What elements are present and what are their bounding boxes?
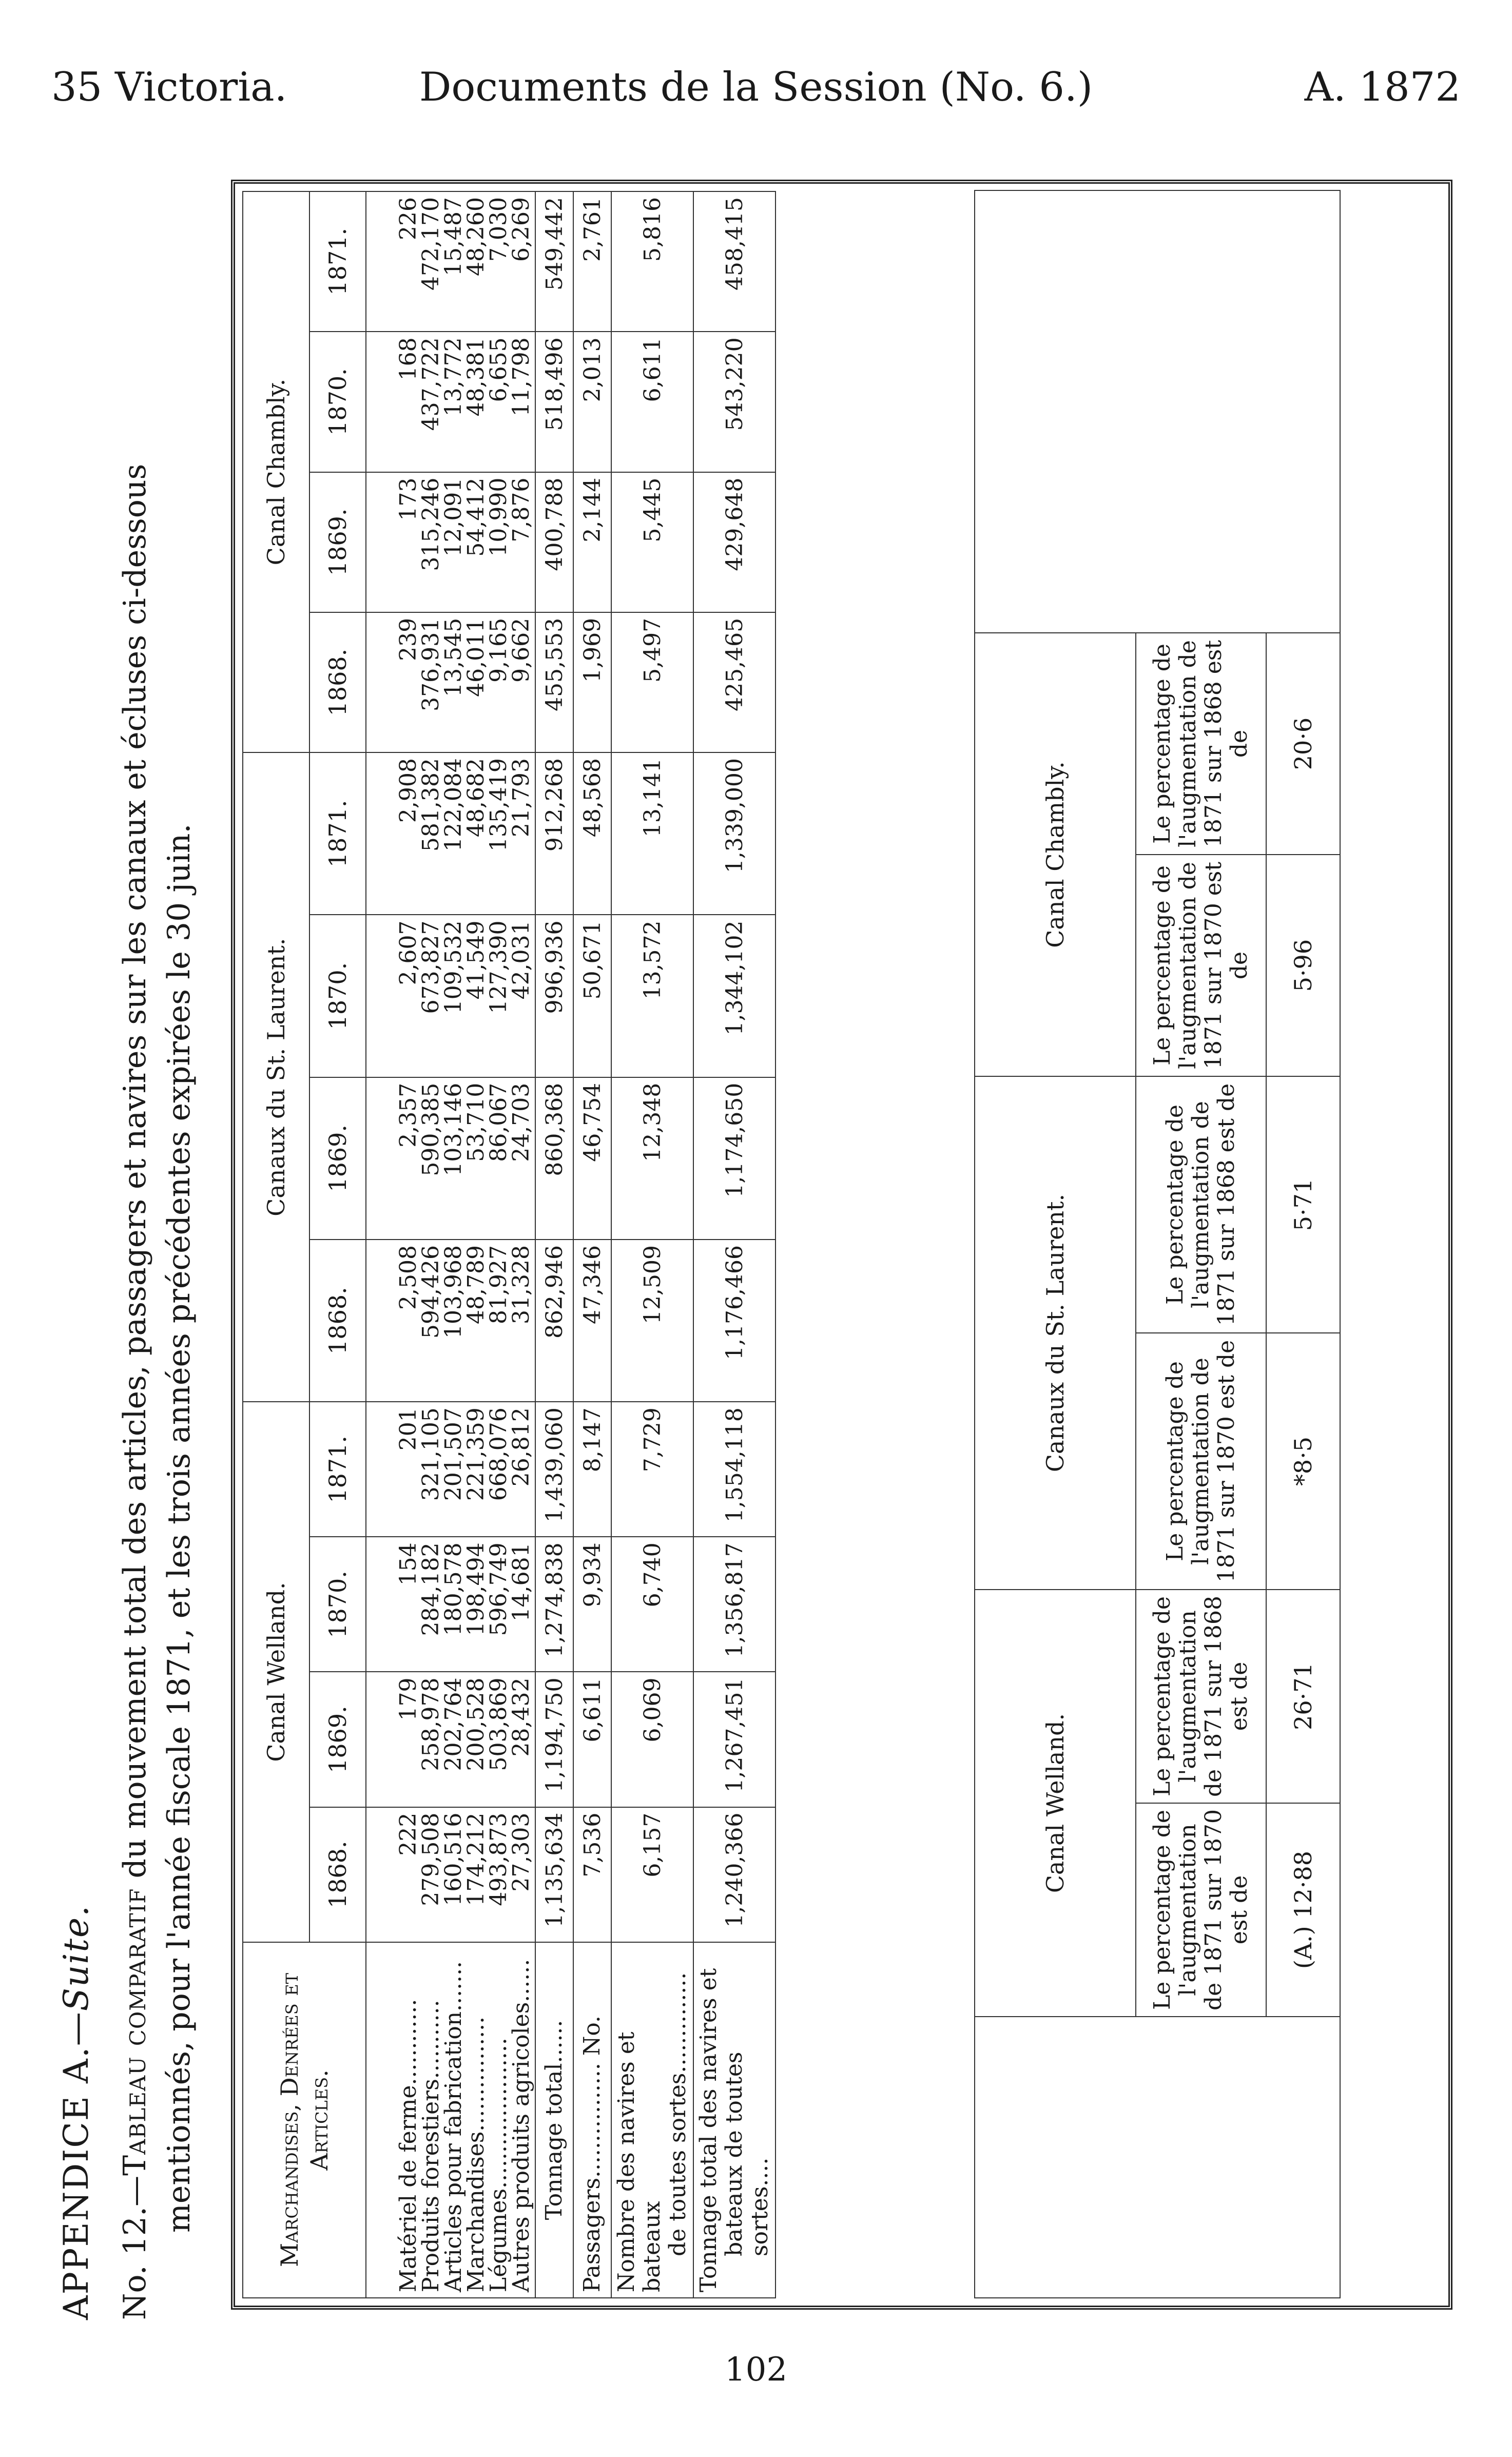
cell: 315,246: [418, 477, 444, 571]
cell: 180,578: [440, 1542, 467, 1636]
cell: 26,812: [508, 1407, 534, 1487]
cell: 6,069: [611, 1672, 693, 1807]
cell: 437,722: [418, 337, 444, 431]
header-title: Documents de la Session (No. 6.): [419, 64, 1093, 110]
cell: 2,508: [395, 1245, 421, 1310]
year-header: 1869.: [309, 1077, 366, 1240]
cell: 1,969: [573, 612, 611, 752]
cell: 27,303: [508, 1812, 534, 1892]
pct-label-1868: Le percentage de l'augmentation de 1871 sur 1868 est de: [1136, 1076, 1266, 1333]
tonnage-navires-row: [693, 191, 776, 2298]
cell: 596,749: [486, 1542, 512, 1636]
goods-label: Légumes.....................: [486, 2038, 512, 2292]
page-number: 102: [724, 2351, 788, 2389]
cell: 154: [395, 1542, 421, 1586]
cell: 15,487: [440, 197, 467, 276]
goods-column: [366, 1537, 535, 1672]
table-title-line1: du mouvement total des articles, passagers et navires sur les canaux et écluses ci-dessous: [117, 463, 153, 1888]
header-session: 35 Victoria.: [51, 64, 287, 110]
cell: 668,076: [486, 1407, 512, 1501]
cell: 160,516: [440, 1812, 467, 1906]
cell: 6,611: [611, 332, 693, 472]
tonnage-total-label: Tonnage total......: [535, 1942, 573, 2298]
table-title: [113, 164, 201, 2320]
cell: 594,426: [418, 1245, 444, 1339]
year-header: 1868.: [309, 1807, 366, 1942]
cell: 46,011: [463, 617, 489, 697]
percentage-table: [974, 190, 1341, 2298]
cell: 201: [395, 1407, 421, 1451]
cell: 21,793: [508, 758, 534, 838]
cell: 590,385: [418, 1082, 444, 1176]
cell: 321,105: [418, 1407, 444, 1501]
cell: 996,936: [535, 915, 573, 1077]
goods-label: Autres produits agricoles......: [508, 1959, 534, 2292]
cell: 53,710: [463, 1082, 489, 1162]
rotated-page-content: [56, 154, 1463, 2320]
cell: 1,240,366: [693, 1807, 776, 1942]
goods-rows: [366, 191, 535, 2298]
cell: 5,445: [611, 472, 693, 612]
cell: 202,764: [440, 1677, 467, 1771]
cell: 168: [395, 337, 421, 381]
cell: 48,381: [463, 337, 489, 417]
cell: 2,013: [573, 332, 611, 472]
goods-label: Matériel de ferme............: [395, 1999, 421, 2292]
appendix-heading: [56, 1905, 96, 2320]
cell: 400,788: [535, 472, 573, 612]
cell: 135,419: [486, 758, 512, 852]
cell: 543,220: [693, 332, 776, 472]
cell: 200,528: [463, 1677, 489, 1771]
pct-canal-row: [975, 190, 1136, 2298]
cell: 2,357: [395, 1082, 421, 1148]
cell: 174,212: [463, 1812, 489, 1906]
cell: 8,147: [573, 1402, 611, 1537]
pct-blank-cell: [975, 2017, 1340, 2298]
title-block: [56, 154, 226, 2320]
cell: 1,344,102: [693, 915, 776, 1077]
cell: 2,144: [573, 472, 611, 612]
pct-label-1868: Le percentage de l'augmentation de 1871 sur 1868 est de: [1136, 633, 1266, 855]
goods-column: [366, 1402, 535, 1537]
cell: 6,269: [508, 197, 534, 262]
year-header: 1869.: [309, 472, 366, 612]
cell: 2,761: [573, 191, 611, 332]
tonnage-navires-label-line2: bateaux de toutes sortes....: [721, 2052, 773, 2256]
pct-value: 20·6: [1266, 633, 1340, 855]
table-number: No. 12.—: [117, 2175, 153, 2320]
cell: 258,978: [418, 1677, 444, 1771]
pct-label-1870: Le percentage de l'augmentation de 1871 sur 1870 est de: [1136, 1333, 1266, 1590]
goods-labels: [366, 1942, 535, 2298]
goods-column: [366, 191, 535, 332]
cell: 179: [395, 1677, 421, 1721]
cell: 673,827: [418, 920, 444, 1014]
cell: 7,536: [573, 1807, 611, 1942]
year-header: 1870.: [309, 915, 366, 1077]
pct-label-1870: Le percentage de l'augmentation de 1871 sur 1870 est de: [1136, 855, 1266, 1076]
cell: 1,274,838: [535, 1537, 573, 1672]
goods-column: [366, 1807, 535, 1942]
year-header: 1868.: [309, 612, 366, 752]
goods-column: [366, 1672, 535, 1807]
cell: 1,439,060: [535, 1402, 573, 1537]
goods-label: Articles pour fabrication.......: [440, 1961, 467, 2292]
cell: 518,496: [535, 332, 573, 472]
page-header: [46, 59, 1466, 115]
tonnage-navires-label: [693, 1942, 776, 2298]
cell: 48,789: [463, 1245, 489, 1324]
cell: 6,655: [486, 337, 512, 402]
cell: 11,798: [508, 337, 534, 417]
pct-blank-cell: [975, 190, 1340, 633]
goods-label: Produits forestiers...........: [418, 2000, 444, 2292]
cell: 1,339,000: [693, 752, 776, 915]
cell: 1,356,817: [693, 1537, 776, 1672]
year-header: 1871.: [309, 1402, 366, 1537]
goods-column: [366, 1240, 535, 1402]
cell: 5,497: [611, 612, 693, 752]
cell: 7,876: [508, 477, 534, 543]
navires-row: [611, 191, 693, 2298]
pct-canal-chambly: Canal Chambly.: [975, 633, 1136, 1076]
pct-label-1870: Le percentage de l'augmentation de 1871 sur 1870 est de: [1136, 1803, 1266, 2017]
cell: 46,754: [573, 1077, 611, 1240]
cell: 9,934: [573, 1537, 611, 1672]
goods-column: [366, 752, 535, 915]
cell: 284,182: [418, 1542, 444, 1636]
cell: 13,772: [440, 337, 467, 417]
cell: 2,607: [395, 920, 421, 985]
cell: 7,729: [611, 1402, 693, 1537]
cell: 221,359: [463, 1407, 489, 1501]
cell: 13,545: [440, 617, 467, 697]
cell: 493,873: [486, 1812, 512, 1906]
cell: 429,648: [693, 472, 776, 612]
header-year: A. 1872: [1304, 64, 1461, 110]
cell: 912,268: [535, 752, 573, 915]
cell: 6,157: [611, 1807, 693, 1942]
goods-column: [366, 915, 535, 1077]
year-header: 1871.: [309, 752, 366, 915]
pct-canal-stlaurent: Canaux du St. Laurent.: [975, 1076, 1136, 1590]
pct-value: 5·71: [1266, 1076, 1340, 1333]
cell: 6,740: [611, 1537, 693, 1672]
cell: 9,165: [486, 617, 512, 683]
cell: 122,084: [440, 758, 467, 852]
cell: 6,611: [573, 1672, 611, 1807]
passagers-row: [573, 191, 611, 2298]
cell: 12,509: [611, 1240, 693, 1402]
year-header: 1870.: [309, 1537, 366, 1672]
cell: 1,135,634: [535, 1807, 573, 1942]
cell: 1,174,650: [693, 1077, 776, 1240]
canal-welland-header: Canal Welland.: [243, 1402, 309, 1942]
cell: 12,091: [440, 477, 467, 557]
navires-label-line1: Nombre des navires et bateaux: [613, 2032, 665, 2292]
cell: 47,346: [573, 1240, 611, 1402]
cell: 50,671: [573, 915, 611, 1077]
cell: 173: [395, 477, 421, 521]
cell: 54,412: [463, 477, 489, 557]
cell: 458,415: [693, 191, 776, 332]
cell: 48,682: [463, 758, 489, 838]
navires-label: [611, 1942, 693, 2298]
pct-value: 26·71: [1266, 1590, 1340, 1803]
cell: 1,267,451: [693, 1672, 776, 1807]
cell: 503,869: [486, 1677, 512, 1771]
cell: 198,494: [463, 1542, 489, 1636]
canal-header-row: [243, 191, 309, 2298]
goods-column: [366, 612, 535, 752]
navires-label-line2: de toutes sortes..............: [665, 1972, 691, 2256]
cell: 1,176,466: [693, 1240, 776, 1402]
pct-label-1868: Le percentage de l'augmentation de 1871 sur 1868 est de: [1136, 1590, 1266, 1803]
cell: 5,816: [611, 191, 693, 332]
cell: 376,931: [418, 617, 444, 711]
cell: 425,465: [693, 612, 776, 752]
cell: 12,348: [611, 1077, 693, 1240]
cell: 86,067: [486, 1082, 512, 1162]
table-title-line2: mentionnés, pour l'année fiscale 1871, et les trois années précédentes expirées le 30 juin.: [161, 823, 197, 2233]
table-title-smallcaps: Tableau comparatif: [117, 1888, 153, 2176]
cell: 31,328: [508, 1245, 534, 1324]
cell: 81,927: [486, 1245, 512, 1324]
cell: 472,170: [418, 197, 444, 291]
passagers-label: Passagers................ No.: [573, 1942, 611, 2298]
cell: 28,432: [508, 1677, 534, 1757]
cell: 109,532: [440, 920, 467, 1014]
cell: 48,260: [463, 197, 489, 276]
goods-label: Marchandises................: [463, 2016, 489, 2292]
cell: 7,030: [486, 197, 512, 262]
year-header: 1871.: [309, 191, 366, 332]
cell: 24,703: [508, 1082, 534, 1162]
pct-value: 5·96: [1266, 855, 1340, 1076]
appendix-label: APPENDICE A.—: [56, 2011, 96, 2320]
cell: 42,031: [508, 920, 534, 1000]
cell: 862,946: [535, 1240, 573, 1402]
pct-value: *8·5: [1266, 1333, 1340, 1590]
year-header: 1869.: [309, 1672, 366, 1807]
cell: 549,442: [535, 191, 573, 332]
cell: 581,382: [418, 758, 444, 852]
cell: 226: [395, 197, 421, 240]
cell: 860,368: [535, 1077, 573, 1240]
cell: 14,681: [508, 1542, 534, 1622]
comparative-table: [242, 191, 776, 2298]
cell: 13,141: [611, 752, 693, 915]
cell: 10,990: [486, 477, 512, 557]
goods-column: [366, 472, 535, 612]
cell: 239: [395, 617, 421, 661]
table-frame: [231, 180, 1452, 2310]
goods-column: [366, 332, 535, 472]
cell: 201,507: [440, 1407, 467, 1501]
appendix-suite: Suite.: [56, 1904, 96, 2011]
cell: 103,968: [440, 1245, 467, 1339]
canal-chambly-header: Canal Chambly.: [243, 191, 309, 752]
cell: 222: [395, 1812, 421, 1856]
year-header: 1870.: [309, 332, 366, 472]
cell: 13,572: [611, 915, 693, 1077]
cell: 9,662: [508, 617, 534, 683]
tonnage-total-row: [535, 191, 573, 2298]
cell: 48,568: [573, 752, 611, 915]
pct-value: (A.) 12·88: [1266, 1803, 1340, 2017]
cell: 2,908: [395, 758, 421, 823]
year-header: 1868.: [309, 1240, 366, 1402]
cell: 103,146: [440, 1082, 467, 1176]
pct-canal-welland: Canal Welland.: [975, 1590, 1136, 2017]
cell: 1,554,118: [693, 1402, 776, 1537]
tonnage-navires-label-line1: Tonnage total des navires et: [695, 1968, 722, 2292]
cell: 127,390: [486, 920, 512, 1014]
cell: 1,194,750: [535, 1672, 573, 1807]
goods-column: [366, 1077, 535, 1240]
cell: 41,549: [463, 920, 489, 1000]
row-header: Marchandises, Denrées et Articles.: [243, 1942, 366, 2298]
canal-stlaurent-header: Canaux du St. Laurent.: [243, 752, 309, 1402]
cell: 279,508: [418, 1812, 444, 1906]
cell: 455,553: [535, 612, 573, 752]
